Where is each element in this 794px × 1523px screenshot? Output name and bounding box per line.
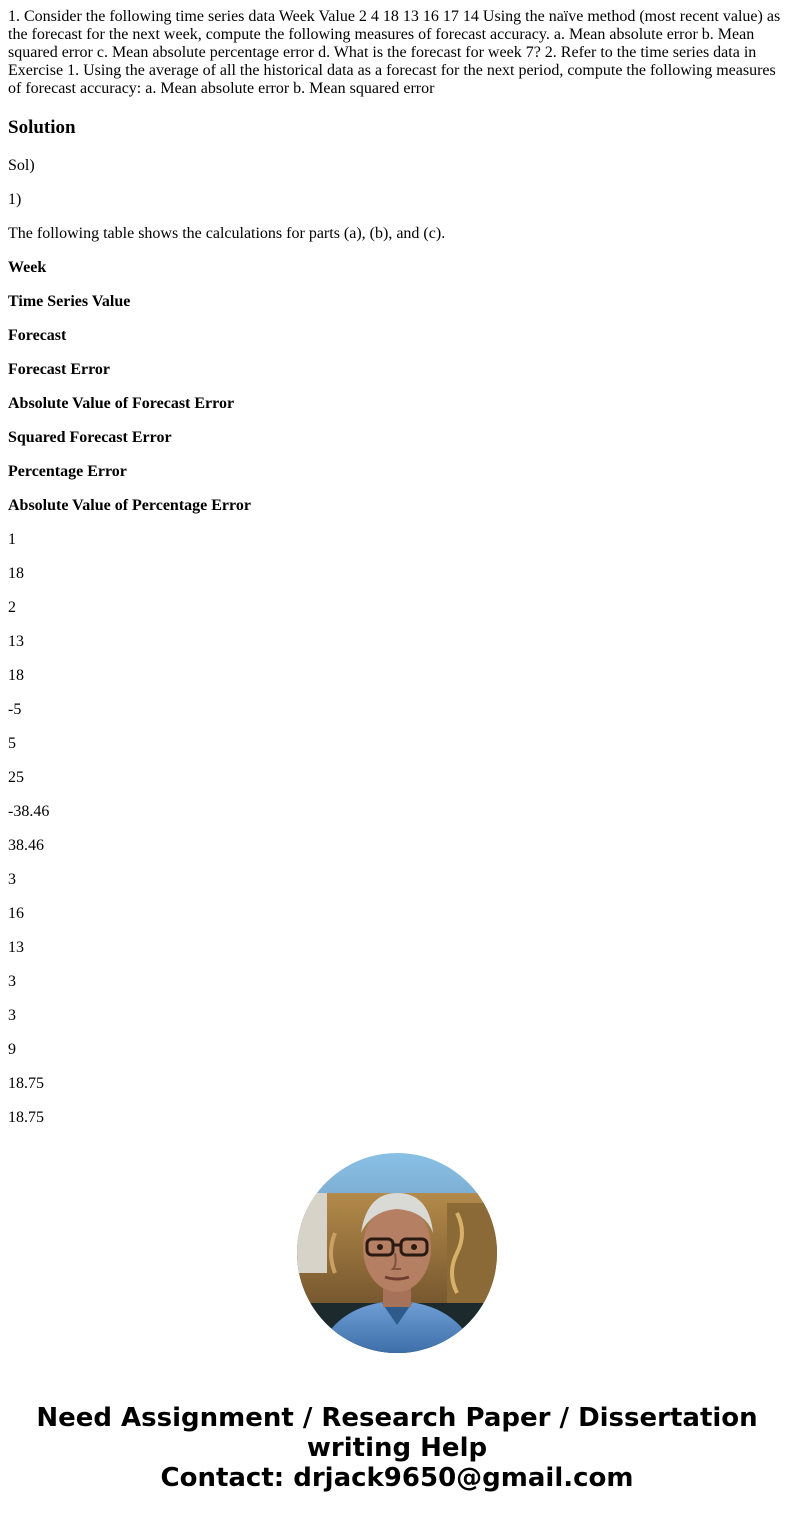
sol-label: Sol) [8, 157, 35, 174]
table-cell: 3 [8, 973, 16, 990]
question-text: 1. Consider the following time series data Week Value 2 4 18 13 16 17 14 Using the naïve method (most recent value) as the forecast for the next week, compute the following measures of forecast accuracy. a. Mean absolute error b. Mean squared error c. Mean absolute percentage error d. What is the forecast for week 7? 2. Refer to the time series data in Exercise 1. Using the average of all the historical data as a forecast for the next period, compute the following measures of forecast accuracy: a. Mean absolute error b. Mean squared error [8, 8, 781, 97]
table-cell: 18 [8, 667, 24, 684]
table-cell: 18.75 [8, 1109, 44, 1126]
promo-line: Need Assignment / Research Paper / Dissertation [36, 1403, 758, 1433]
table-cell: -5 [8, 701, 22, 718]
table-header: Absolute Value of Forecast Error [8, 395, 235, 412]
table-cell: 18 [8, 565, 24, 582]
table-cell: 13 [8, 633, 24, 650]
table-cell: 16 [8, 905, 24, 922]
table-cell: 13 [8, 939, 24, 956]
table-cell: 3 [8, 1007, 16, 1024]
table-cell: 25 [8, 769, 24, 786]
table-header: Forecast Error [8, 361, 111, 378]
solution-heading: Solution [8, 117, 76, 138]
table-cell: 5 [8, 735, 16, 752]
table-header: Percentage Error [8, 463, 127, 480]
table-cell: 1 [8, 531, 16, 548]
table-header: Squared Forecast Error [8, 429, 172, 446]
table-header: Time Series Value [8, 293, 131, 310]
table-header: Forecast [8, 327, 67, 344]
table-header: Week [8, 259, 47, 276]
table-cell: -38.46 [8, 803, 50, 820]
part-label: 1) [8, 191, 22, 208]
table-cell: 38.46 [8, 837, 44, 854]
table-cell: 18.75 [8, 1075, 44, 1092]
contact-email: Contact: drjack9650@gmail.com [160, 1463, 634, 1493]
tutor-avatar [297, 1153, 497, 1353]
table-header: Absolute Value of Percentage Error [8, 497, 251, 514]
promo-banner [0, 1403, 794, 1493]
table-intro: The following table shows the calculations for parts (a), (b), and (c). [8, 225, 446, 242]
table-cell: 2 [8, 599, 16, 616]
promo-line: writing Help [306, 1433, 488, 1463]
table-cell: 9 [8, 1041, 16, 1058]
table-cell: 3 [8, 871, 16, 888]
